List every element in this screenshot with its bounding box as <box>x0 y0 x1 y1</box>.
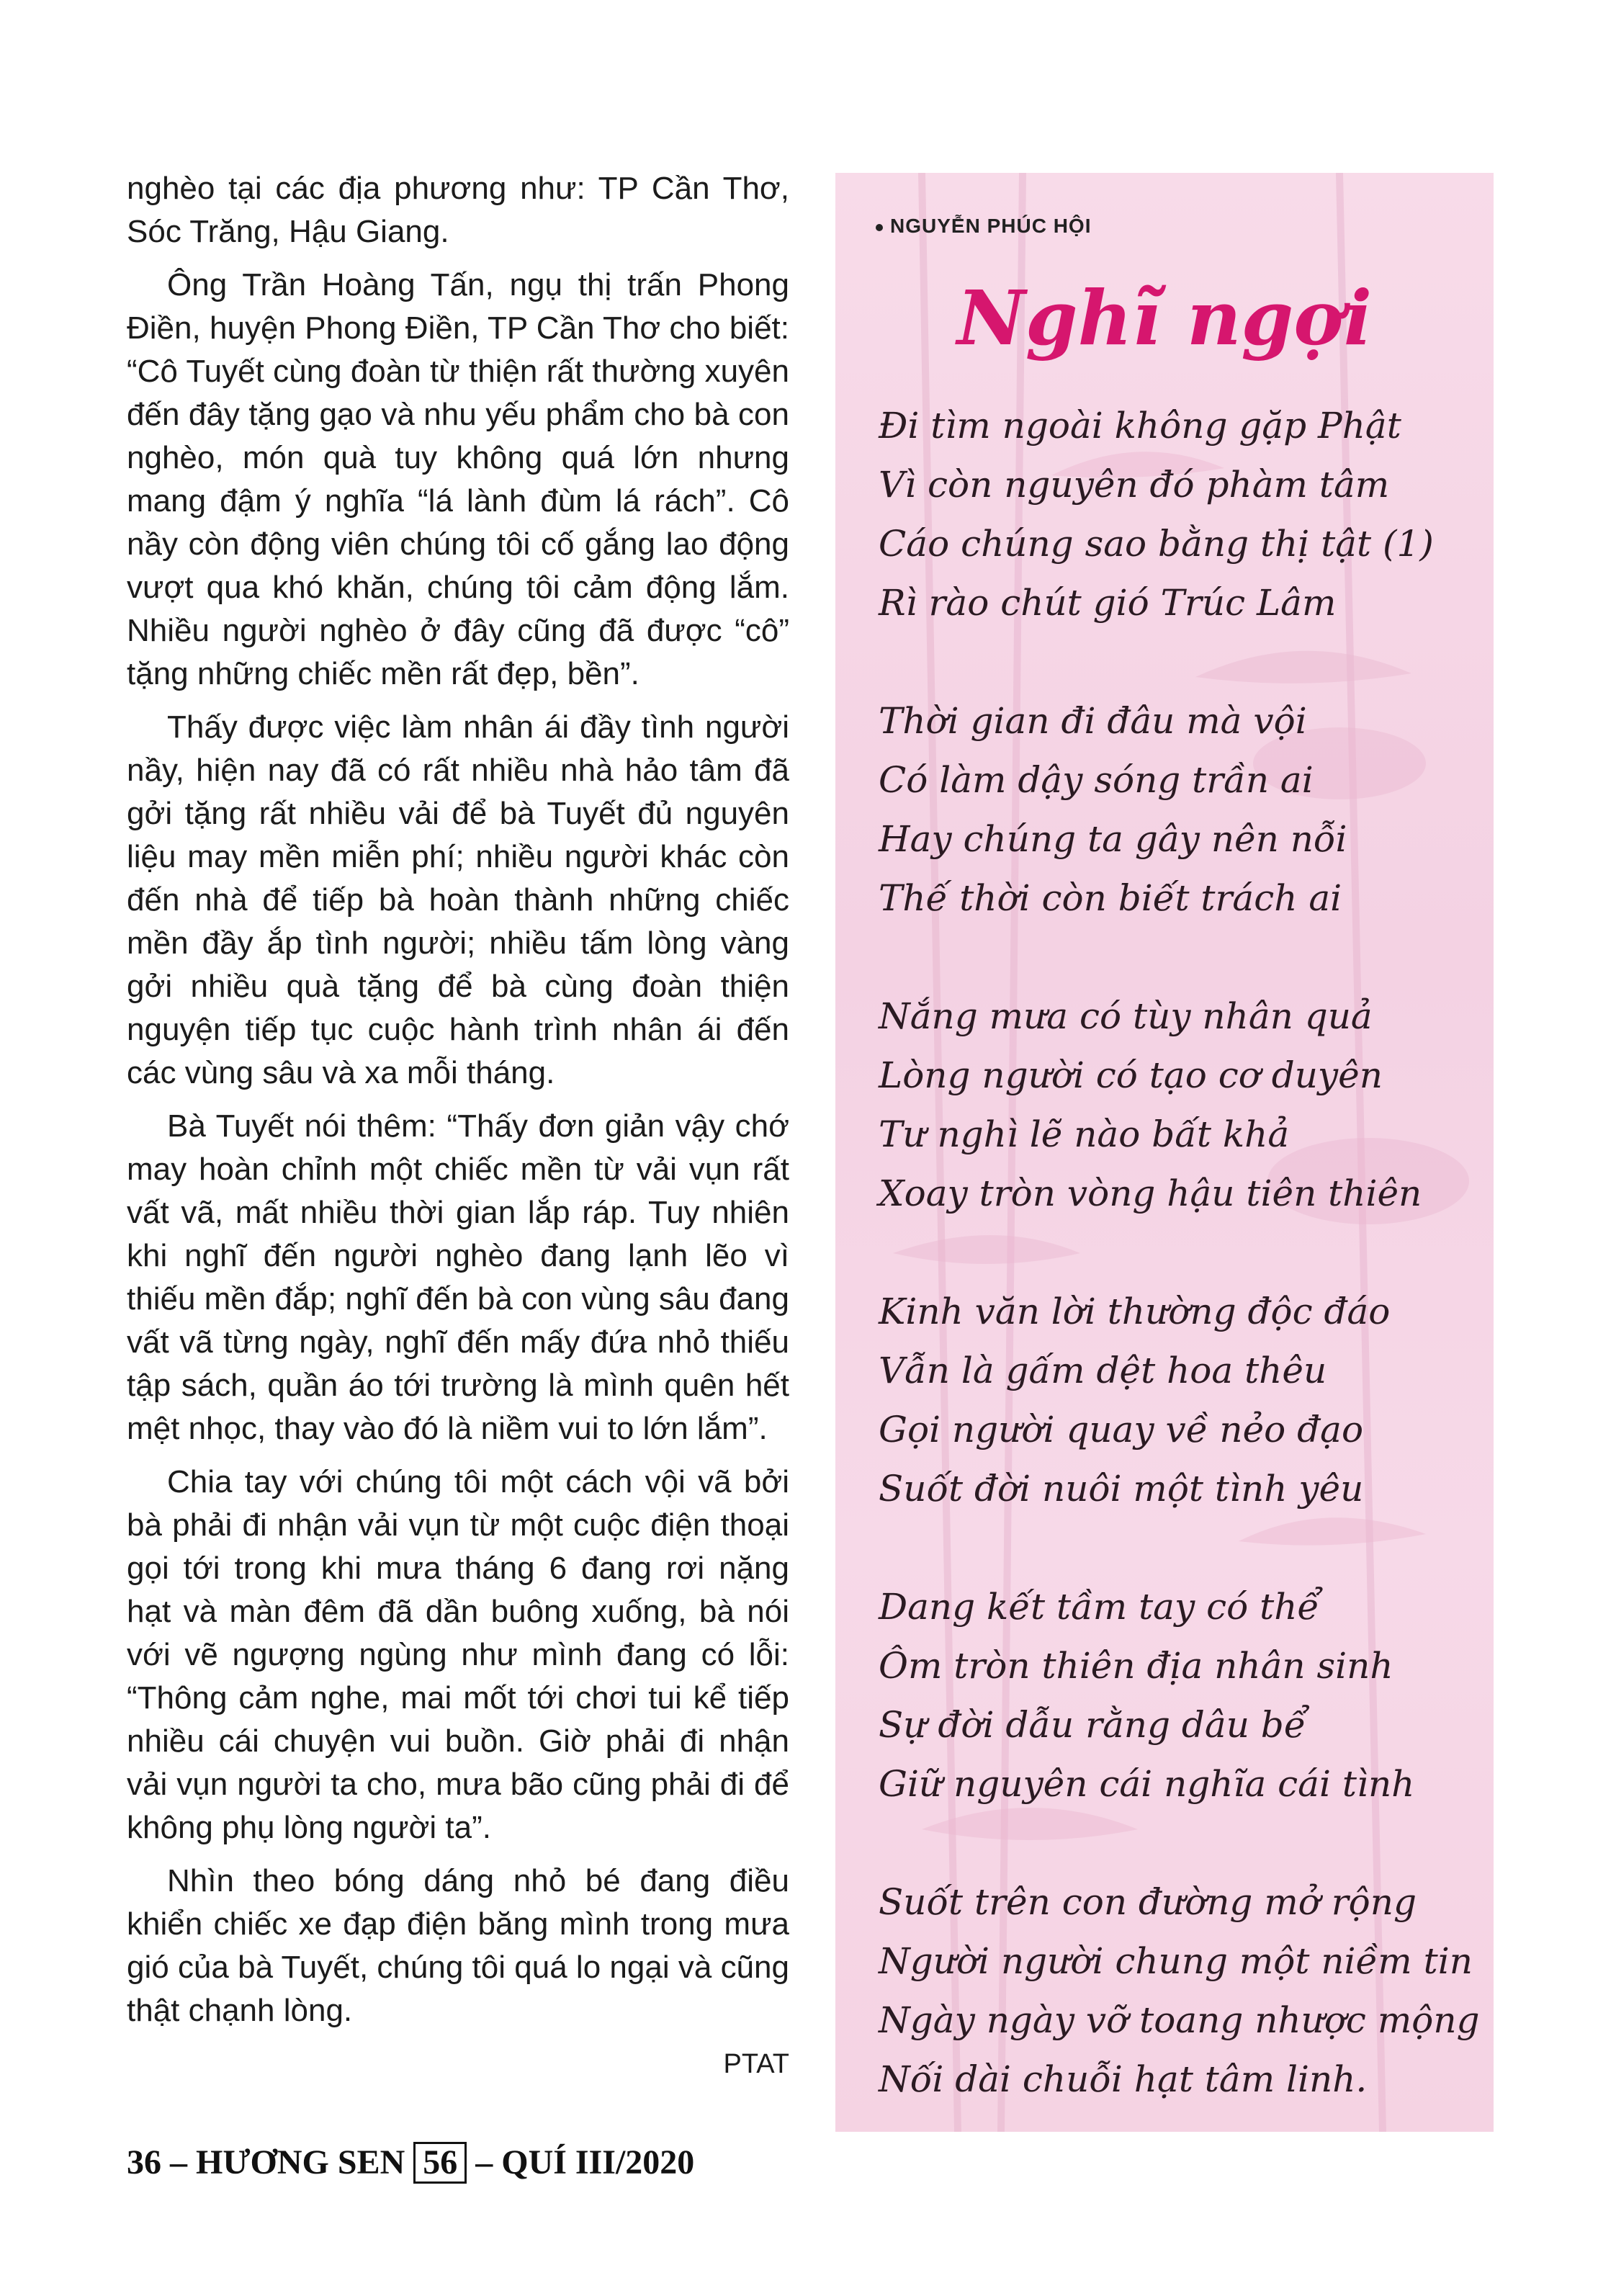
poem-author-name: NGUYỄN PHÚC HỘI <box>890 215 1092 237</box>
poem-line: Nắng mưa có tùy nhân quả <box>879 995 1373 1037</box>
poem-line: Hay chúng ta gây nên nỗi <box>879 818 1347 860</box>
magazine-name: HƯƠNG SEN <box>196 2143 405 2181</box>
article-paragraph: Nhìn theo bóng dáng nhỏ bé đang điều khiển chiếc xe đạp điện băng mình trong mưa gió của bà Tuyết, chúng tôi quá lo ngại và cũng thật chạnh lòng. <box>127 1863 789 2028</box>
poem-stanza <box>879 987 1469 1223</box>
poem-line: Rì rào chút gió Trúc Lâm <box>879 582 1337 624</box>
poem-body <box>879 396 1480 2109</box>
poem-line: Gọi người quay về nẻo đạo <box>879 1409 1364 1450</box>
poem-stanza <box>879 691 1469 928</box>
poem-line: Dang kết tầm tay có thể <box>879 1586 1320 1628</box>
poem-line: Thời gian đi đâu mà vội <box>879 700 1307 742</box>
poem-line: Người người chung một niềm tin <box>879 1940 1473 1982</box>
page-footer <box>127 2142 694 2184</box>
poem-line: Suốt đời nuôi một tình yêu <box>879 1468 1364 1510</box>
issue-number: 56 <box>413 2142 467 2184</box>
poem-author <box>876 215 1091 238</box>
article-column <box>127 167 789 2086</box>
poem-line: Giữ nguyên cái nghĩa cái tình <box>879 1763 1415 1805</box>
page-number: 36 <box>127 2143 161 2181</box>
poem-line: Kinh văn lời thường độc đáo <box>879 1291 1391 1332</box>
poem-line: Thế thời còn biết trách ai <box>879 877 1342 919</box>
footer-separator: – <box>475 2143 493 2181</box>
poem-line: Nối dài chuỗi hạt tâm linh. <box>879 2058 1368 2100</box>
poem-line: Có làm dậy sóng trần ai <box>879 759 1314 801</box>
poem-stanza <box>879 396 1469 632</box>
poem-line: Suốt trên con đường mở rộng <box>879 1881 1417 1923</box>
poem-line: Vẫn là gấm dệt hoa thêu <box>879 1350 1327 1391</box>
poem-panel <box>835 173 1494 2132</box>
poem-stanza <box>879 1873 1480 2109</box>
article-paragraph: Thấy được việc làm nhân ái đầy tình người nầy, hiện nay đã có rất nhiều nhà hảo tâm đã gởi tặng rất nhiều vải để bà Tuyết đủ nguyên liệu may mền miễn phí; nhiều người khác còn đến nhà để tiếp bà hoàn thành những chiếc mền đầy ắp tình người; nhiều tấm lòng vàng gởi nhiều quà tặng để bà cùng đoàn thiện nguyện tiếp tục cuộc hành trình nhân ái đến các vùng sâu và xa mỗi tháng. <box>127 709 789 1090</box>
issue-period: QUÍ III/2020 <box>501 2143 695 2181</box>
article-paragraph: Ông Trần Hoàng Tấn, ngụ thị trấn Phong Điền, huyện Phong Điền, TP Cần Thơ cho biết: “Cô Tuyết cùng đoàn từ thiện rất thường xuyên đến đây tặng gạo và nhu yếu phẩm cho bà con nghèo, món quà tuy không quá lớn nhưng mang đậm ý nghĩa “lá lành đùm lá rách”. Cô nầy còn động viên chúng tôi cố gắng lao động vượt qua khó khăn, chúng tôi cảm động lắm. Nhiều người nghèo ở đây cũng đã được “cô” tặng những chiếc mền rất đẹp, bền”. <box>127 267 789 691</box>
bullet-icon <box>876 224 883 231</box>
poem-line: Ôm tròn thiên địa nhân sinh <box>879 1645 1393 1687</box>
poem-stanza <box>879 1577 1469 1813</box>
poem-line: Ngày ngày vỡ toang nhược mộng <box>879 1999 1480 2041</box>
article-paragraph: Bà Tuyết nói thêm: “Thấy đơn giản vậy chớ may hoàn chỉnh một chiếc mền từ vải vụn rất vất vã, mất nhiều thời gian lắp ráp. Tuy nhiên khi nghĩ đến người nghèo đang lạnh lẽo vì thiếu mền đắp; nghĩ đến bà con vùng sâu đang vất vã từng ngày, nghĩ đến mấy đứa nhỏ thiếu tập sách, quần áo tới trường là mình quên hết mệt nhọc, thay vào đó là niềm vui to lớn lắm”. <box>127 1108 789 1446</box>
poem-line: Tư nghì lẽ nào bất khả <box>879 1113 1290 1155</box>
article-paragraph: nghèo tại các địa phương như: TP Cần Thơ, Sóc Trăng, Hậu Giang. <box>127 171 789 249</box>
poem-title: Nghĩ ngợi <box>956 274 1373 362</box>
article-signature: PTAT <box>723 2049 789 2079</box>
footer-separator: – <box>170 2143 187 2181</box>
poem-line: Cáo chúng sao bằng thị tật (1) <box>879 523 1434 565</box>
poem-line: Lòng người có tạo cơ duyên <box>879 1054 1383 1096</box>
poem-line: Sự đời dẫu rằng dâu bể <box>879 1704 1306 1746</box>
poem-line: Vì còn nguyên đó phàm tâm <box>879 464 1390 506</box>
article-paragraph: Chia tay với chúng tôi một cách vội vã bởi bà phải đi nhận vải vụn từ một cuộc điện thoại gọi tới trong khi mưa tháng 6 đang rơi nặng hạt và màn đêm đã dần buông xuống, bà nói với vẽ ngượng ngùng như mình đang có lỗi: “Thông cảm nghe, mai mốt tới chơi tui kể tiếp nhiều cái chuyện vui buồn. Giờ phải đi nhận vải vụn người ta cho, mưa bão cũng phải đi để không phụ lòng người ta”. <box>127 1464 789 1845</box>
poem-stanza <box>879 1282 1469 1518</box>
poem-line: Xoay tròn vòng hậu tiên thiên <box>879 1172 1422 1214</box>
poem-line: Đi tìm ngoài không gặp Phật <box>879 405 1401 447</box>
